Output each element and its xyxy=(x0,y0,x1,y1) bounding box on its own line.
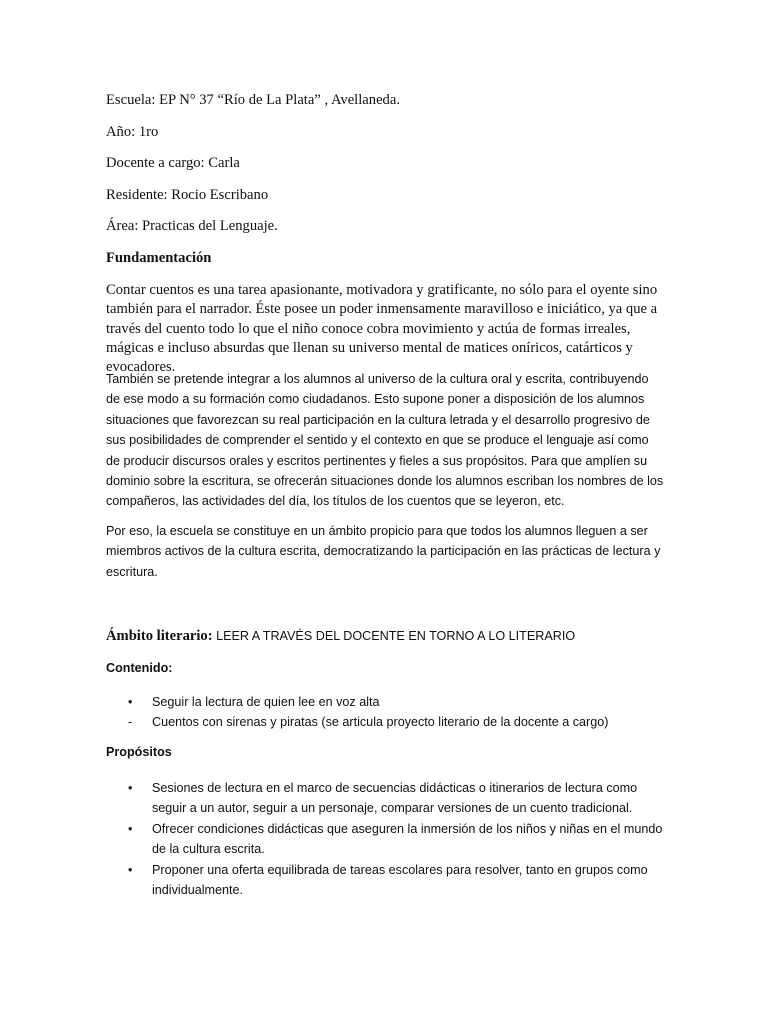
list-item-text: Seguir la lectura de quien lee en voz alta xyxy=(152,695,380,709)
bullet-icon: • xyxy=(128,862,133,877)
contenido-heading: Contenido: xyxy=(106,661,173,675)
list-item xyxy=(106,819,666,860)
area-line: Área: Practicas del Lenguaje. xyxy=(106,218,278,234)
ambito-label: Ámbito literario: xyxy=(106,628,213,644)
list-item xyxy=(106,778,666,819)
bullet-icon: • xyxy=(128,695,133,709)
fundamentacion-heading: Fundamentación xyxy=(106,250,212,266)
contenido-list xyxy=(106,692,666,733)
list-item-text: Ofrecer condiciones didácticas que aseguren la inmersión de los niños y niñas en el mundo de la cultura escrita. xyxy=(152,821,663,857)
list-item xyxy=(106,860,666,901)
bullet-icon: • xyxy=(128,821,133,836)
fundamentacion-paragraph-1: Contar cuentos es una tarea apasionante, motivadora y gratificante, no sólo para el oyente sino también para el narrador. Éste posee un poder inmensamente maravilloso e iniciático, ya que a través del cuento todo lo que el niño conoce cobra movimiento y actúa de formas irreales, mágicas e incluso absurdas que llenan su universo mental de matices oníricos, catárticos y evocadores. xyxy=(106,282,658,376)
list-item-text: Cuentos con sirenas y piratas (se articula proyecto literario de la docente a cargo) xyxy=(152,715,609,730)
list-item xyxy=(106,692,666,712)
list-item-text: Sesiones de lectura en el marco de secuencias didácticas o itinerarios de lectura como seguir a un autor, seguir a un personaje, comparar versiones de un cuento tradicional. xyxy=(152,781,638,816)
escuela-line: Escuela: EP N° 37 “Río de La Plata” , Avellaneda. xyxy=(106,92,400,108)
bullet-icon: • xyxy=(128,781,133,795)
ambito-text: LEER A TRAVÉS DEL DOCENTE EN TORNO A LO LITERARIO xyxy=(212,629,576,643)
docente-line: Docente a cargo: Carla xyxy=(106,155,240,171)
dash-icon: - xyxy=(128,715,133,730)
anio-line: Año: 1ro xyxy=(106,124,159,140)
fundamentacion-paragraph-2: También se pretende integrar a los alumnos al universo de la cultura oral y escrita, contribuyendo de ese modo a su formación como ciudadanos. Esto supone poner a disposición de los alumnos situaciones que favorezcan su real participación en la cultura letrada y el desarrollo progresivo de sus posibilidades de comprender el sentido y el contexto en que se produce el lenguaje así como de producir discursos orales y escritos pertinentes y fieles a sus propósitos. Para que amplíen su dominio sobre la escritura, se ofrecerán situaciones donde los alumnos escriban los nombres de los compañeros, las actividades del día, los títulos de los cuentos que se leyeron, etc. xyxy=(106,372,664,509)
list-item xyxy=(106,712,666,732)
propositos-list xyxy=(106,778,666,900)
ambito-line xyxy=(106,627,575,645)
fundamentacion-paragraph-3: Por eso, la escuela se constituye en un ámbito propicio para que todos los alumnos lleguen a ser miembros activos de la cultura escrita, democratizando la participación en las prácticas de lectura y escritura. xyxy=(106,524,661,579)
propositos-heading: Propósitos xyxy=(106,745,172,759)
list-item-text: Proponer una oferta equilibrada de tareas escolares para resolver, tanto en grupos como individualmente. xyxy=(152,862,648,898)
residente-line: Residente: Rocio Escribano xyxy=(106,187,269,203)
